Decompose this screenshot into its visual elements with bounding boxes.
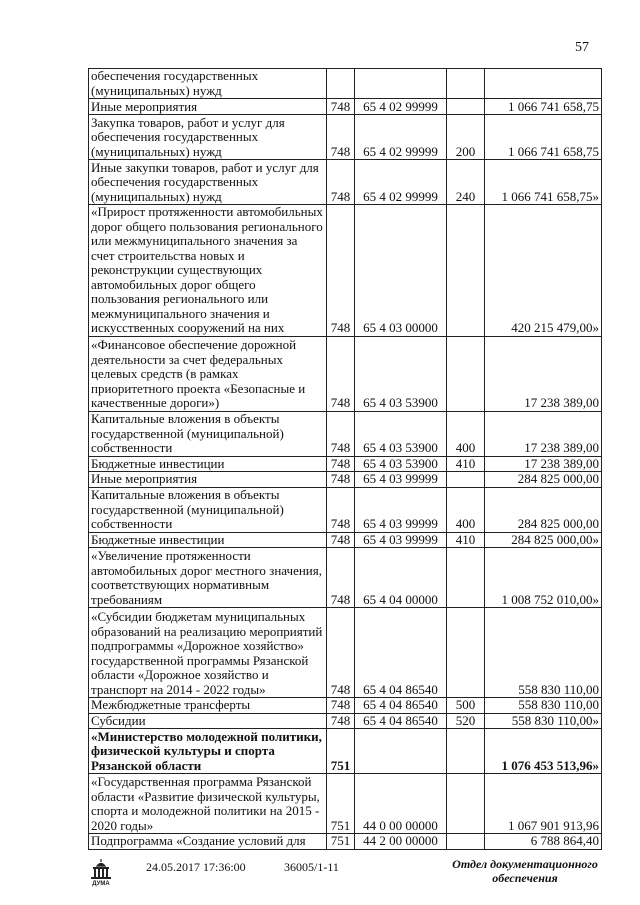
- table-row: [89, 834, 602, 850]
- cell-gr: 748: [327, 472, 355, 488]
- table-row: [89, 487, 602, 532]
- cell-amount: 6 788 864,40: [485, 834, 602, 850]
- cell-cs: 65 4 03 99999: [355, 472, 447, 488]
- cell-amount: 284 825 000,00»: [485, 532, 602, 548]
- cell-gr: 748: [327, 698, 355, 714]
- cell-amount: 284 825 000,00: [485, 472, 602, 488]
- cell-vr: [447, 608, 485, 698]
- cell-cs: 65 4 04 86540: [355, 698, 447, 714]
- cell-cs: 65 4 03 99999: [355, 487, 447, 532]
- cell-name: «Государственная программа Рязанской области «Развитие физической культуры, спорта и молодежной политики на 2015 - 2020 годы»: [89, 774, 327, 834]
- cell-vr: [447, 548, 485, 608]
- cell-name: «Министерство молодежной политики, физической культуры и спорта Рязанской области: [89, 729, 327, 774]
- cell-name: Иные мероприятия: [89, 472, 327, 488]
- cell-amount: 558 830 110,00: [485, 608, 602, 698]
- cell-amount: 1 008 752 010,00»: [485, 548, 602, 608]
- cell-cs: 65 4 02 99999: [355, 160, 447, 205]
- cell-vr: 520: [447, 713, 485, 729]
- cell-name: «Прирост протяженности автомобильных дорог общего пользования регионального или межмуниципального значения за счет строительства новых и реконструкции существующих автомобильных дорог общего пользования регионального или межмуниципального значения и искусственных сооружений на них: [89, 205, 327, 337]
- cell-gr: 748: [327, 160, 355, 205]
- cell-cs: 65 4 02 99999: [355, 99, 447, 115]
- cell-vr: 500: [447, 698, 485, 714]
- table-row: [89, 472, 602, 488]
- table-row: [89, 99, 602, 115]
- cell-name: Капитальные вложения в объекты государственной (муниципальной) собственности: [89, 411, 327, 456]
- table-row: [89, 160, 602, 205]
- table-row: [89, 729, 602, 774]
- cell-vr: [447, 336, 485, 411]
- cell-vr: [447, 774, 485, 834]
- cell-cs: 65 4 02 99999: [355, 115, 447, 160]
- table-row: [89, 456, 602, 472]
- cell-vr: [447, 69, 485, 99]
- cell-name: Капитальные вложения в объекты государственной (муниципальной) собственности: [89, 487, 327, 532]
- cell-gr: 751: [327, 729, 355, 774]
- cell-amount: 558 830 110,00: [485, 698, 602, 714]
- table-row: [89, 205, 602, 337]
- cell-gr: 748: [327, 456, 355, 472]
- cell-cs: 65 4 04 00000: [355, 548, 447, 608]
- cell-amount: 558 830 110,00»: [485, 713, 602, 729]
- cell-vr: 400: [447, 487, 485, 532]
- cell-gr: 748: [327, 548, 355, 608]
- cell-vr: 240: [447, 160, 485, 205]
- cell-name: «Увеличение протяженности автомобильных дорог местного значения, соответствующих нормативным требованиям: [89, 548, 327, 608]
- cell-cs: [355, 69, 447, 99]
- cell-name: «Субсидии бюджетам муниципальных образований на реализацию мероприятий подпрограммы «Дорожное хозяйство» государственной программы Рязанской области «Дорожное хозяйство и транспорт на 2014 - 2022 годы»: [89, 608, 327, 698]
- cell-vr: [447, 99, 485, 115]
- cell-vr: 200: [447, 115, 485, 160]
- budget-table-body: [89, 69, 602, 850]
- table-row: [89, 548, 602, 608]
- cell-name: Иные закупки товаров, работ и услуг для обеспечения государственных (муниципальных) нужд: [89, 160, 327, 205]
- cell-amount: 1 067 901 913,96: [485, 774, 602, 834]
- cell-vr: [447, 205, 485, 337]
- cell-gr: 748: [327, 99, 355, 115]
- cell-vr: [447, 729, 485, 774]
- cell-amount: 1 066 741 658,75: [485, 99, 602, 115]
- cell-amount: 1 076 453 513,96»: [485, 729, 602, 774]
- cell-cs: 65 4 04 86540: [355, 608, 447, 698]
- cell-vr: 400: [447, 411, 485, 456]
- cell-gr: [327, 69, 355, 99]
- cell-amount: [485, 69, 602, 99]
- cell-gr: 748: [327, 205, 355, 337]
- cell-name: Иные мероприятия: [89, 99, 327, 115]
- table-row: [89, 698, 602, 714]
- cell-cs: 65 4 04 86540: [355, 713, 447, 729]
- cell-gr: 748: [327, 336, 355, 411]
- cell-amount: 17 238 389,00: [485, 336, 602, 411]
- table-row: [89, 713, 602, 729]
- cell-name: Межбюджетные трансферты: [89, 698, 327, 714]
- cell-name: «Финансовое обеспечение дорожной деятельности за счет федеральных целевых средств (в рамках приоритетного проекта «Безопасные и качественные дороги»): [89, 336, 327, 411]
- cell-vr: [447, 472, 485, 488]
- cell-name: Подпрограмма «Создание условий для: [89, 834, 327, 850]
- svg-text:ДУМА: ДУМА: [92, 881, 110, 887]
- cell-cs: 44 2 00 00000: [355, 834, 447, 850]
- cell-name: Бюджетные инвестиции: [89, 456, 327, 472]
- cell-amount: 17 238 389,00: [485, 456, 602, 472]
- table-row: [89, 411, 602, 456]
- cell-amount: 420 215 479,00»: [485, 205, 602, 337]
- cell-cs: [355, 729, 447, 774]
- cell-cs: 65 4 03 99999: [355, 532, 447, 548]
- cell-amount: 1 066 741 658,75: [485, 115, 602, 160]
- cell-gr: 748: [327, 713, 355, 729]
- table-row: [89, 336, 602, 411]
- cell-cs: 65 4 03 53900: [355, 336, 447, 411]
- cell-name: Субсидии: [89, 713, 327, 729]
- cell-gr: 748: [327, 115, 355, 160]
- cell-gr: 748: [327, 487, 355, 532]
- cell-name: Закупка товаров, работ и услуг для обеспечения государственных (муниципальных) нужд: [89, 115, 327, 160]
- cell-vr: 410: [447, 456, 485, 472]
- table-row: [89, 774, 602, 834]
- cell-name: Бюджетные инвестиции: [89, 532, 327, 548]
- table-row: [89, 69, 602, 99]
- cell-amount: 1 066 741 658,75»: [485, 160, 602, 205]
- cell-cs: 65 4 03 53900: [355, 411, 447, 456]
- cell-gr: 748: [327, 608, 355, 698]
- cell-vr: 410: [447, 532, 485, 548]
- page-number: 57: [575, 40, 589, 55]
- table-row: [89, 532, 602, 548]
- cell-vr: [447, 834, 485, 850]
- duma-logo-icon: [88, 857, 114, 887]
- budget-table: [88, 68, 602, 850]
- cell-amount: 284 825 000,00: [485, 487, 602, 532]
- cell-amount: 17 238 389,00: [485, 411, 602, 456]
- cell-name: обеспечения государственных (муниципальных) нужд: [89, 69, 327, 99]
- footer-department: Отдел документационного обеспечения: [452, 857, 598, 885]
- cell-gr: 751: [327, 774, 355, 834]
- table-row: [89, 115, 602, 160]
- cell-gr: 748: [327, 411, 355, 456]
- cell-cs: 65 4 03 00000: [355, 205, 447, 337]
- footer-timestamp: 24.05.2017 17:36:00: [146, 860, 246, 874]
- table-row: [89, 608, 602, 698]
- page-footer: [0, 855, 640, 895]
- cell-cs: 44 0 00 00000: [355, 774, 447, 834]
- cell-cs: 65 4 03 53900: [355, 456, 447, 472]
- cell-gr: 751: [327, 834, 355, 850]
- cell-gr: 748: [327, 532, 355, 548]
- footer-doc-number: 36005/1-11: [284, 860, 339, 874]
